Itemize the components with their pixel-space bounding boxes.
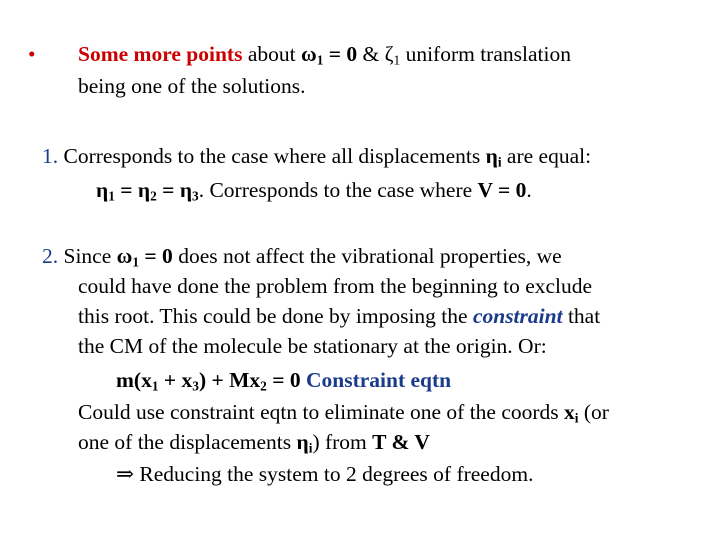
eta-symbol: η (296, 430, 309, 454)
text: = (114, 178, 138, 202)
point-number: 2. (42, 244, 59, 268)
constraint-emphasis: constraint (472, 304, 563, 328)
text: does not affect the vibrational properties, we (172, 244, 562, 268)
point-2-line-7 (78, 432, 430, 454)
point-2-line-1 (42, 246, 562, 268)
point-2-line-8 (116, 464, 533, 486)
omega-symbol: ω (116, 244, 133, 268)
point-2-line-2: could have done the problem from the beginning to exclude (78, 274, 593, 298)
text: T & V (372, 430, 430, 454)
subscript: 2 (150, 188, 157, 204)
point-2-line-4: the CM of the molecule be stationary at the origin. Or: (78, 334, 547, 358)
subscript: 1 (393, 52, 401, 68)
zeta-symbol: ζ (384, 42, 394, 66)
text: = 0 (323, 42, 358, 66)
eta-symbol: η (485, 144, 498, 168)
text: one of the displacements (78, 430, 297, 454)
subscript: 1 (316, 52, 324, 68)
text: about (242, 42, 301, 66)
eta-symbol: η (137, 178, 151, 202)
subscript: i (308, 440, 313, 456)
point-1-line-1 (42, 146, 591, 168)
text: that (562, 304, 601, 328)
point-2-line-3 (78, 306, 600, 328)
text: = 0 (139, 244, 173, 268)
eta-symbol: η (96, 178, 109, 202)
bullet-line-2: being one of the solutions. (78, 74, 306, 98)
text: + x (158, 368, 193, 392)
eta-symbol: η (179, 178, 193, 202)
subscript: i (497, 154, 502, 170)
subscript: 1 (108, 188, 115, 204)
text: Corresponds to the case where all displacements (58, 144, 486, 168)
text: Could use constraint eqtn to eliminate one of the coords (78, 400, 565, 424)
text: = (156, 178, 180, 202)
point-1-line-2 (96, 180, 532, 202)
text: m(x (116, 368, 152, 392)
implies-icon: ⇒ (116, 462, 135, 486)
bullet-marker: • (28, 42, 36, 66)
text: ) from (312, 430, 373, 454)
text: V = 0 (477, 178, 527, 202)
subscript: 3 (192, 378, 199, 394)
subscript: 1 (132, 254, 140, 270)
point-2-line-6 (78, 402, 609, 424)
text: (or (578, 400, 609, 424)
subscript: 1 (151, 378, 159, 394)
bullet-lead: Some more points (78, 42, 243, 66)
text: . Corresponds to the case where (198, 178, 478, 202)
text: . (526, 178, 532, 202)
point-number: 1. (42, 144, 59, 168)
constraint-label: Constraint eqtn (300, 368, 452, 392)
equation (96, 178, 199, 202)
subscript: i (574, 410, 579, 426)
omega-symbol: ω (300, 42, 317, 66)
text: ) + Mx (198, 368, 261, 392)
text: Reducing the system to 2 degrees of freedom. (134, 462, 534, 486)
subscript: 3 (192, 188, 199, 204)
text: & (357, 42, 385, 66)
text: = 0 (266, 368, 301, 392)
text: Since (58, 244, 117, 268)
subscript: 2 (260, 378, 267, 394)
constraint-equation (116, 368, 301, 392)
coord-symbol: x (564, 400, 575, 424)
text: uniform translation (400, 42, 571, 66)
text: are equal: (501, 144, 592, 168)
bullet-line-1 (78, 44, 571, 66)
constraint-equation-line (116, 370, 451, 392)
text: this root. This could be done by imposing the (78, 304, 473, 328)
